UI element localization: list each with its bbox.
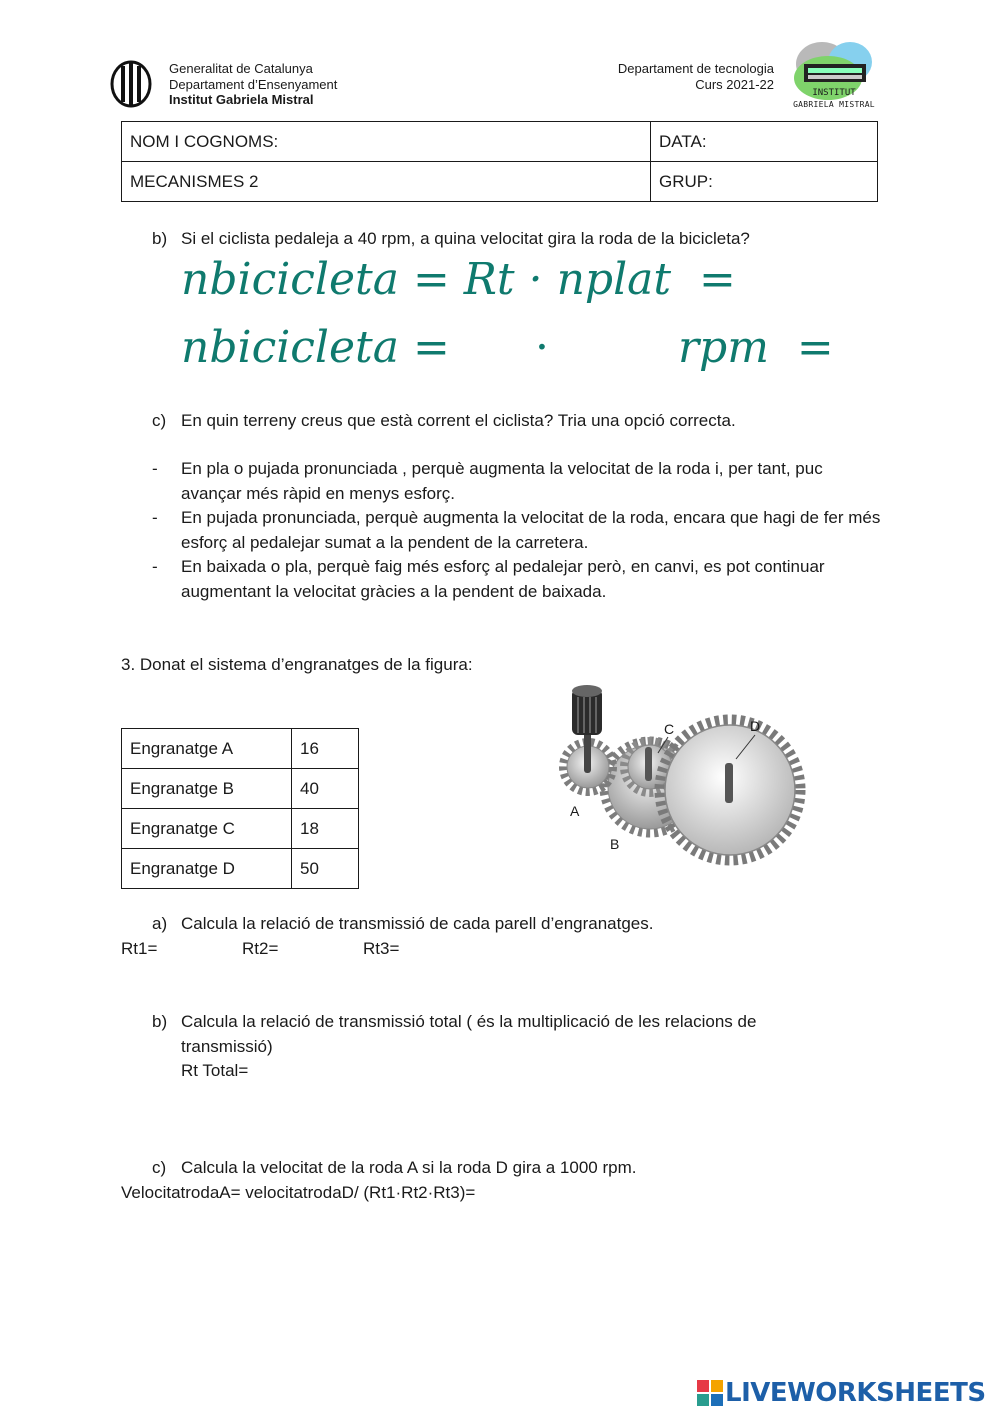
liveworksheets-brand: LIVEWORKSHEETS	[725, 1378, 986, 1408]
question-3b-text: Calcula la relació de transmissió total ( és la multiplicació de les relacions de transmissió)	[181, 1012, 757, 1056]
formula-line-2-right: rpm =	[678, 322, 834, 373]
question-b-marker: b)	[152, 229, 168, 248]
rt2-label: Rt2=	[242, 939, 279, 958]
department-name: Departament de tecnologia	[617, 61, 774, 76]
school-logo	[788, 38, 880, 112]
gear-teeth: 40	[292, 769, 359, 809]
option-1[interactable]	[152, 457, 882, 506]
gear-row	[122, 849, 359, 889]
option-2[interactable]	[152, 506, 882, 555]
gear-teeth: 18	[292, 809, 359, 849]
question-3c-text: Calcula la velocitat de la roda A si la roda D gira a 1000 rpm.	[181, 1158, 637, 1177]
gear-label: Engranatge C	[122, 809, 292, 849]
gear-row	[122, 809, 359, 849]
subject-label: MECANISMES 2	[122, 162, 651, 202]
gear-system-figure	[540, 675, 830, 885]
course-year: Curs 2021-22	[695, 76, 774, 92]
gear-label: Engranatge D	[122, 849, 292, 889]
velocity-formula: VelocitatrodaA= velocitatrodaD/ (Rt1·Rt2·Rt3)=	[121, 1183, 476, 1202]
question-3c-marker: c)	[152, 1158, 167, 1177]
formula-line-2-left: nbicicleta =	[181, 322, 450, 373]
gear-label-d: D	[750, 718, 761, 734]
question-b-text: Si el ciclista pedaleja a 40 rpm, a quina velocitat gira la roda de la bicicleta?	[181, 229, 750, 248]
gear-row	[122, 729, 359, 769]
org-name: Generalitat de Catalunya	[169, 61, 313, 76]
question-c-text: En quin terreny creus que està corrent el ciclista? Tria una opció correcta.	[181, 411, 736, 430]
rt-total-label: Rt Total=	[181, 1061, 249, 1080]
gear-label-c: C	[664, 721, 675, 737]
option-3-dash: -	[152, 557, 158, 576]
formula-line-1: nbicicleta = Rt · nplat =	[181, 254, 736, 305]
gear-teeth: 16	[292, 729, 359, 769]
rt3-label: Rt3=	[363, 939, 400, 958]
rt1-label: Rt1=	[121, 939, 158, 958]
option-3[interactable]	[152, 555, 852, 604]
option-2-text: En pujada pronunciada, perquè augmenta la velocitat de la roda, encara que hagi de fer més esforç al pedalejar sumat a la pendent de la carretera.	[181, 508, 881, 552]
question-3a-text: Calcula la relació de transmissió de cada parell d’engranatges.	[181, 914, 654, 933]
gear-label: Engranatge A	[122, 729, 292, 769]
gear-label-b: B	[610, 836, 620, 852]
option-1-dash: -	[152, 459, 158, 478]
student-info-table	[121, 121, 878, 202]
formula-line-2-dot: ·	[535, 322, 549, 373]
gear-label: Engranatge B	[122, 769, 292, 809]
org-department: Departament d’Ensenyament	[169, 76, 338, 92]
question-3a-marker: a)	[152, 914, 168, 933]
school-name: Institut Gabriela Mistral	[169, 92, 314, 107]
logo-text-2: GABRIELA MISTRAL	[793, 100, 875, 109]
question-3b-marker: b)	[152, 1012, 168, 1031]
gear-label-a: A	[570, 803, 580, 819]
logo-text-1: INSTITUT	[812, 88, 856, 98]
question-3-title: 3. Donat el sistema d’engranatges de la figura:	[121, 655, 473, 674]
gear-teeth: 50	[292, 849, 359, 889]
generalitat-logo	[110, 60, 152, 108]
question-c-marker: c)	[152, 411, 167, 430]
option-2-dash: -	[152, 508, 158, 527]
liveworksheets-icon	[697, 1380, 723, 1406]
group-label: GRUP:	[651, 162, 878, 202]
option-3-text: En baixada o pla, perquè faig més esforç al pedalejar però, en canvi, es pot continuar augmentant la velocitat gràcies a la pendent de baixada.	[181, 557, 825, 601]
gear-row	[122, 769, 359, 809]
gear-table	[121, 728, 359, 889]
name-label: NOM I COGNOMS:	[122, 122, 651, 162]
option-1-text: En pla o pujada pronunciada , perquè augmenta la velocitat de la roda i, per tant, puc avançar més ràpid en menys esforç.	[181, 459, 823, 503]
date-label: DATA:	[651, 122, 878, 162]
